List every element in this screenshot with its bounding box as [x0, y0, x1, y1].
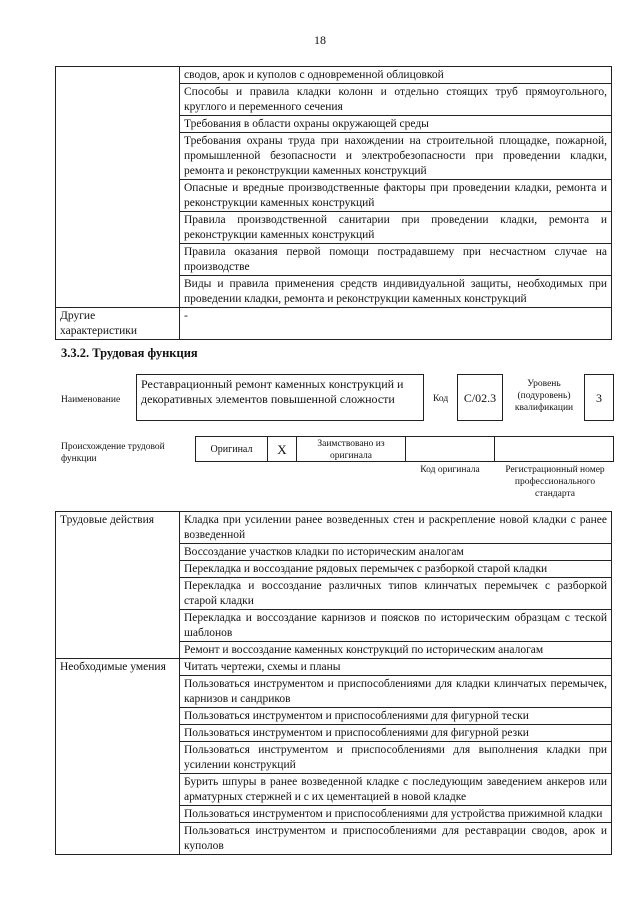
labor-actions-label: Трудовые действия: [56, 512, 180, 659]
table-cell: Ремонт и воссоздание каменных конструкций по историческим аналогам: [180, 642, 612, 659]
table-cell: Требования охраны труда при нахождении на строительной площадке, пожарной, промышленной безопасности и электробезопасности при проведении кладки, ремонта и реконструкции каменных конструкций: [180, 133, 612, 180]
origin-label: Происхождение трудовой функции: [61, 442, 165, 464]
table-row: [56, 67, 612, 84]
table-row: [56, 659, 612, 676]
function-name-value: Реставрационный ремонт каменных конструкций и декоративных элементов повышенной сложности: [136, 374, 424, 421]
code-label: Код: [433, 394, 449, 404]
table-row: [56, 512, 612, 544]
table-row: [56, 308, 612, 340]
original-label: Оригинал: [195, 436, 268, 462]
table-cell: Правила оказания первой помощи пострадавшему при несчастном случае на производстве: [180, 244, 612, 276]
table-cell: Пользоваться инструментом и приспособлениями для фигурной тески: [180, 708, 612, 725]
reg-number-label: Регистрационный номер профессионального стандарта: [505, 465, 605, 499]
table-cell: Пользоваться инструментом и приспособлениями для выполнения кладки при усилении конструкций: [180, 742, 612, 774]
table-cell: Правила производственной санитарии при проведении кладки, ремонта и реконструкции каменных конструкций: [180, 212, 612, 244]
table-cell: Кладка при усилении ранее возведенных стен и раскрепление новой кладки с ранее возведенной: [180, 512, 612, 544]
function-code-value: C/02.3: [457, 374, 503, 421]
table-cell: Виды и правила применения средств индивидуальной защиты, необходимых при проведении кладки, ремонта и реконструкции каменных конструкций: [180, 276, 612, 308]
knowledge-table-continued: [55, 66, 612, 340]
code-original-box: [405, 436, 495, 462]
table-cell: Пользоваться инструментом и приспособлениями для кладки клинчатых перемычек, карнизов и сандриков: [180, 676, 612, 708]
qualification-level-label: Уровень (подуровень) квалификации: [514, 379, 574, 413]
original-mark: X: [267, 436, 297, 462]
other-characteristics-value: -: [180, 308, 612, 340]
code-original-label: Код оригинала: [420, 465, 480, 475]
table-cell: Перекладка и воссоздание различных типов клинчатых перемычек с разборкой старой кладки: [180, 578, 612, 610]
table-cell: Воссоздание участков кладки по историческим аналогам: [180, 544, 612, 561]
required-skills-label: Необходимые умения: [56, 659, 180, 855]
table-cell: сводов, арок и куполов с одновременной облицовкой: [180, 67, 612, 84]
table-cell: Пользоваться инструментом и приспособлениями для реставрации сводов, арок и куполов: [180, 823, 612, 855]
borrowed-label: Заимствовано из оригинала: [296, 436, 406, 462]
table-cell: Перекладка и воссоздание карнизов и поясков по историческим образцам с теской шаблонов: [180, 610, 612, 642]
page-number: 18: [314, 33, 326, 47]
table-cell: Пользоваться инструментом и приспособлениями для устройства прижимной кладки: [180, 806, 612, 823]
qualification-level-value: 3: [584, 374, 614, 421]
table-cell: Требования в области охраны окружающей среды: [180, 116, 612, 133]
other-characteristics-label: Другие характеристики: [56, 308, 180, 340]
section-heading: 3.3.2. Трудовая функция: [61, 346, 198, 360]
reg-number-box: [494, 436, 614, 462]
table-cell: Пользоваться инструментом и приспособлениями для фигурной резки: [180, 725, 612, 742]
table-cell: Перекладка и воссоздание рядовых перемычек с разборкой старой кладки: [180, 561, 612, 578]
function-details-table: [55, 511, 612, 855]
continued-label-cell: [56, 67, 180, 308]
name-label: Наименование: [61, 395, 121, 405]
table-cell: Опасные и вредные производственные факторы при проведении кладки, ремонта и реконструкции каменных конструкций: [180, 180, 612, 212]
table-cell: Читать чертежи, схемы и планы: [180, 659, 612, 676]
table-cell: Бурить шпуры в ранее возведенной кладке с последующим заведением анкеров или арматурных стержней и с их цементацией в новой кладке: [180, 774, 612, 806]
table-cell: Способы и правила кладки колонн и отдельно стоящих труб прямоугольного, круглого и переменного сечения: [180, 84, 612, 116]
